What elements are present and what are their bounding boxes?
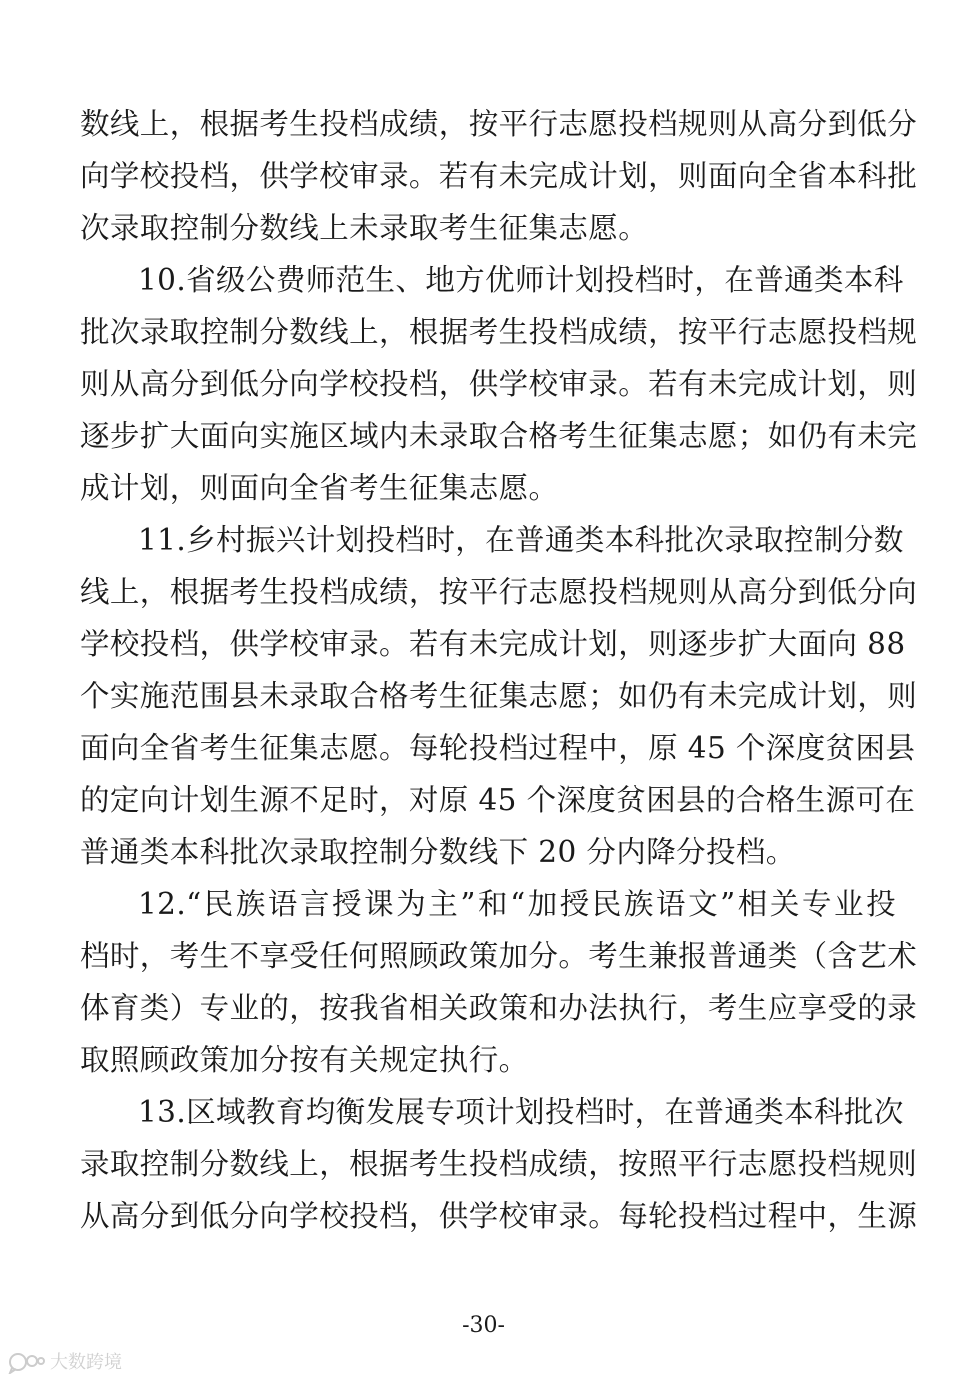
paragraph-line: 10.省级公费师范生、地方优师计划投档时，在普通类本科: [138, 263, 904, 297]
paragraph-line: 个实施范围县未录取合格考生征集志愿；如仍有未完成计划，则: [80, 679, 918, 713]
page-number: -30-: [462, 1313, 505, 1338]
paragraph-line: 成计划，则面向全省考生征集志愿。: [80, 471, 559, 505]
paragraph-line: 学校投档，供学校审录。若有未完成计划，则逐步扩大面向 88: [80, 627, 906, 661]
paragraph-line: 11.乡村振兴计划投档时，在普通类本科批次录取控制分数: [138, 523, 904, 557]
paragraph-line: 则从高分到低分向学校投档，供学校审录。若有未完成计划，则: [80, 367, 918, 401]
paragraph-line: 普通类本科批次录取控制分数线下 20 分内降分投档。: [80, 835, 796, 869]
paragraph-line: 13.区域教育均衡发展专项计划投档时，在普通类本科批次: [138, 1095, 904, 1129]
paragraph-line: 档时，考生不享受任何照顾政策加分。考生兼报普通类（含艺术: [80, 939, 918, 973]
paragraph-line: 批次录取控制分数线上，根据考生投档成绩，按平行志愿投档规: [80, 315, 918, 349]
watermark-text: 大数跨境: [50, 1352, 122, 1373]
paragraph-line: 体育类）专业的，按我省相关政策和办法执行，考生应享受的录: [80, 991, 918, 1025]
paragraph-line: 取照顾政策加分按有关规定执行。: [80, 1043, 529, 1077]
paragraph-line: 数线上，根据考生投档成绩，按平行志愿投档规则从高分到低分: [80, 107, 918, 141]
paragraph-line: 逐步扩大面向实施区域内未录取合格考生征集志愿；如仍有未完: [80, 419, 918, 453]
paragraph-line: 录取控制分数线上，根据考生投档成绩，按照平行志愿投档规则: [80, 1147, 918, 1181]
paragraph-line: 面向全省考生征集志愿。每轮投档过程中，原 45 个深度贫困县: [80, 731, 916, 765]
speech-bubble-logo-icon: [8, 1352, 46, 1374]
paragraph-line: 12.“民族语言授课为主”和“加授民族语文”相关专业投: [138, 887, 896, 921]
paragraph-line: 的定向计划生源不足时，对原 45 个深度贫困县的合格生源可在: [80, 783, 916, 817]
paragraph-line: 从高分到低分向学校投档，供学校审录。每轮投档过程中，生源: [80, 1199, 918, 1233]
paragraph-line: 向学校投档，供学校审录。若有未完成计划，则面向全省本科批: [80, 159, 918, 193]
paragraph-line: 线上，根据考生投档成绩，按平行志愿投档规则从高分到低分向: [80, 575, 918, 609]
watermark: [8, 1352, 122, 1374]
paragraph-line: 次录取控制分数线上未录取考生征集志愿。: [80, 211, 649, 245]
